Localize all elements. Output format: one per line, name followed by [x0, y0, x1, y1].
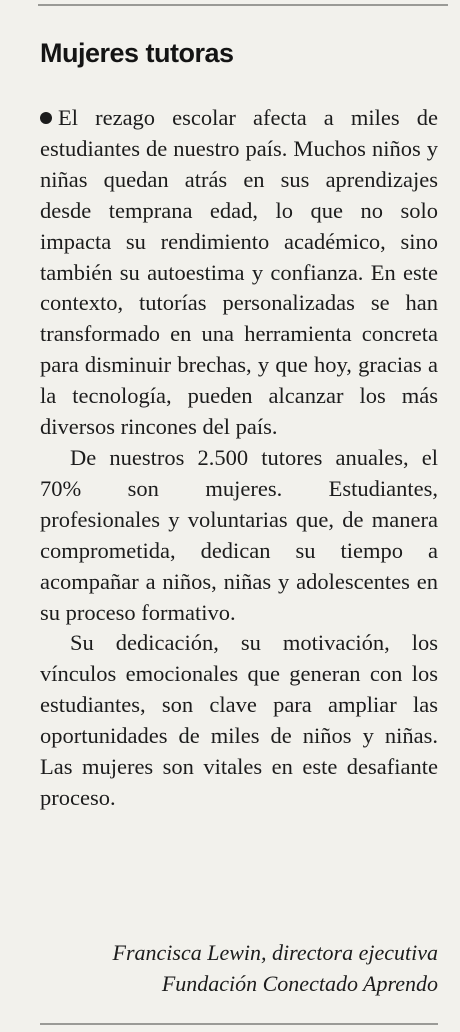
signature-organization: Fundación Conectado Aprendo: [161, 971, 438, 996]
article-headline: Mujeres tutoras: [40, 38, 234, 68]
paragraph-2: De nuestros 2.500 tutores anuales, el 70% son mujeres. Estudiantes, profesionales y voluntarias que, de manera comprometida, dedican su tiempo a acompañar a niños, niñas y adolescentes en su proceso formativo.: [40, 444, 438, 625]
paragraph-1-text: El rezago escolar afecta a miles de estudiantes de nuestro país. Muchos niños y niñas quedan atrás en sus aprendizajes desde temprana edad, lo que no solo impacta su rendimiento académico, sino también su autoestima y confianza. En este contexto, tutorías personalizadas se han transformado en una herramienta concreta para disminuir brechas, y que hoy, gracias a la tecnología, pueden alcanzar los más diversos rincones del país.: [40, 105, 438, 440]
paragraph-3: Su dedicación, su motivación, los vínculos emocionales que generan con los estudiantes, son clave para ampliar las oportunidades de miles de niños y niñas. Las mujeres son vitales en este desafiante proceso.: [40, 630, 438, 810]
bullet-icon: [40, 112, 52, 124]
bottom-divider: [40, 1023, 438, 1025]
paragraph-1: [40, 103, 438, 443]
signature-block: [40, 937, 438, 999]
signature-author: Francisca Lewin, directora ejecutiva: [112, 940, 438, 965]
article-body: [40, 103, 438, 814]
top-divider: [38, 4, 448, 6]
